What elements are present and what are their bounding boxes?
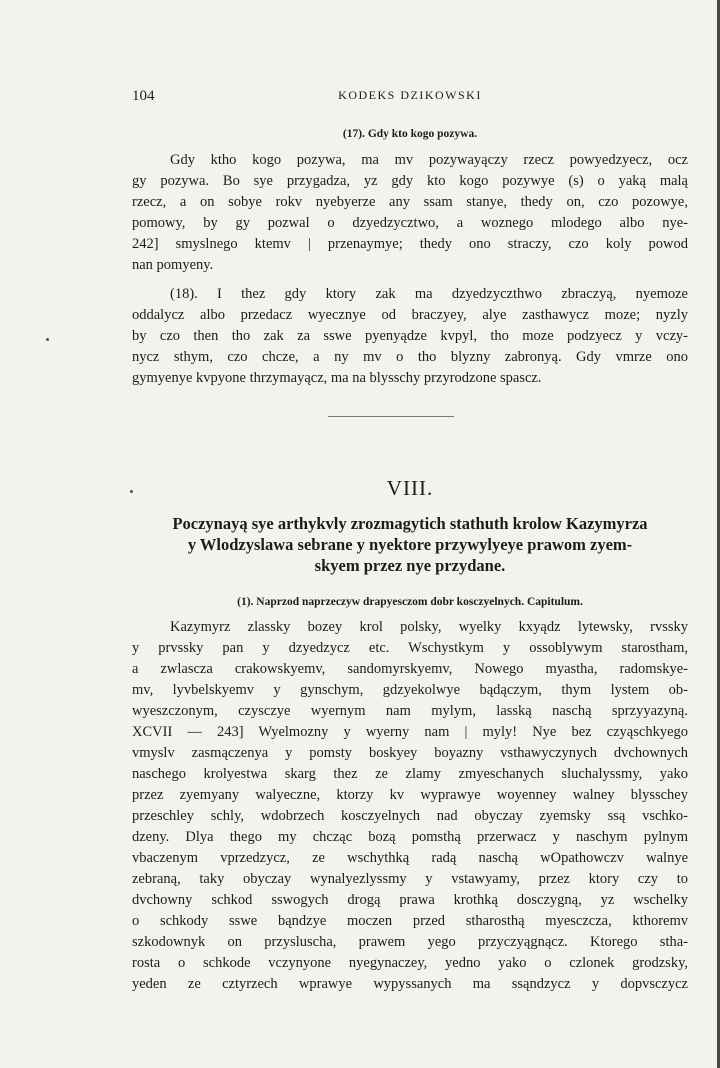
text-line: dzeny. Dlya thego my chcząc bozą pomsthą przerwacz y naschym pylnym <box>132 829 688 845</box>
chapter-title-line: Poczynayą sye arthykvly zrozmagytich stathuth krolow Kazymyrza <box>172 514 648 533</box>
chapter-number: VIII. <box>386 476 434 500</box>
text-line: vbaczenym vprzedzycz, ze wschythką radą naschą wOpathowczv walnye <box>132 850 688 866</box>
chapter-title-line: skyem przez nye przydane. <box>314 556 506 575</box>
text-line: przez zyemyany walyeczne, ktorzy kv wyprawye woyenney walney blysschey <box>132 787 688 803</box>
section-1-heading: (1). Naprzod naprzeczyw drapyesczom dobr kosczyelnych. Capitulum. <box>237 596 583 608</box>
text-line: nycz sthym, czo chcze, a ny mv o tho blyzny zabronyą. Gdy vmrze ono <box>132 349 688 365</box>
text-line: Gdy ktho kogo pozywa, ma mv pozywayączy rzecz powyedzyecz, ocz <box>170 152 688 168</box>
running-title: KODEKS DZIKOWSKI <box>338 88 482 102</box>
text-line: vmyslv zasmączenya y pomsty boskyey boyazny vsthawyczynych dvchownych <box>132 745 688 761</box>
text-line: XCVII — 243] Wyelmozny y wyerny nam | myly! Nye bez czyąschkyego <box>132 724 688 740</box>
text-line: Kazymyrz zlassky bozey krol polsky, wyelky kxyądz lytewsky, rvssky <box>170 619 688 635</box>
print-speck <box>46 338 49 341</box>
text-line: 242] smyslnego ktemv | przenaymye; thedy ono straczy, czo koly powod <box>132 236 688 252</box>
chapter-title-line: y Wlodzyslawa sebrane y nyektore przywylyeye prawom zyem- <box>187 535 633 554</box>
text-line: rzecz, a on sobye rokv nyebyerze any ssam stanye, thedy on, czo pozowye, <box>132 194 688 210</box>
text-line: mv, lyvbelskyemv y gynschym, gdzyekolwye bądączym, thym lystem ob- <box>132 682 688 698</box>
text-line: o schkody sswe bąndzye moczen przed stharosthą myesczcza, kthoremv <box>132 913 688 929</box>
text-line: naschego krolyestwa skarg thez ze zlamy zmyeschanych sluchalyssmy, yako <box>132 766 688 782</box>
text-line: gymyenye kvpyone thrzymayącz, ma na blysschy przyrodzone spascz. <box>132 370 542 386</box>
text-line: dvchowny schkod sswogych drogą prawa krothką dosczygną, yz wschelky <box>132 892 688 908</box>
text-line: gy pozywa. Bo sye przygadza, yz gdy kto kogo pozywye (s) o yaką malą <box>132 173 688 189</box>
text-line: pomowy, by gy pozwal o dzyedzycztwo, a woznego mlodego albo nye- <box>132 215 688 231</box>
text-line: wyeszczonym, czysczye wyernym nam mylym, lasską naschą sprzyyazyną. <box>132 703 688 719</box>
text-line: y prvssky pan y dzyedzycz etc. Wschystkym y ossoblywym starostham, <box>132 640 688 656</box>
text-line: (18). I thez gdy ktory zak ma dzyedzyczthwo zbraczyą, nyemoze <box>170 286 688 302</box>
page-header <box>132 88 688 108</box>
text-line: yeden ze cztyrzech wprawye wypyssanych ma ssąndzycz y dopvsczycz <box>132 976 688 992</box>
section-divider <box>328 416 454 417</box>
text-line: rosta o schkode vczynyone nyegynaczey, yedno yako o czlonek grodzsky, <box>132 955 688 971</box>
text-line: oddalycz albo przedacz wyecznye od braczyey, alye zasthawycz moze; nyzly <box>132 307 688 323</box>
page-number: 104 <box>132 88 155 104</box>
text-line: przeschley schly, wdobrzech kosczyelnych nad obyczay zyemsky ssą vschko- <box>132 808 688 824</box>
text-line: szkodownyk on przysluscha, prawem yego przyczyągnącz. Ktorego stha- <box>132 934 688 950</box>
text-line: zebraną, taky obyczay wynalyezlyssmy y vstawyamy, przez ktory czy to <box>132 871 688 887</box>
text-line: by czo then tho zak za sswe pyenyądze kvpyl, tho moze podzyecz y vczy- <box>132 328 688 344</box>
text-line: nan pomyeny. <box>132 257 214 273</box>
text-line: a zwlascza crakowskyemv, sandomyrskyemv, Nowego myastha, radomskye- <box>132 661 688 677</box>
section-17-heading: (17). Gdy kto kogo pozywa. <box>342 128 478 140</box>
